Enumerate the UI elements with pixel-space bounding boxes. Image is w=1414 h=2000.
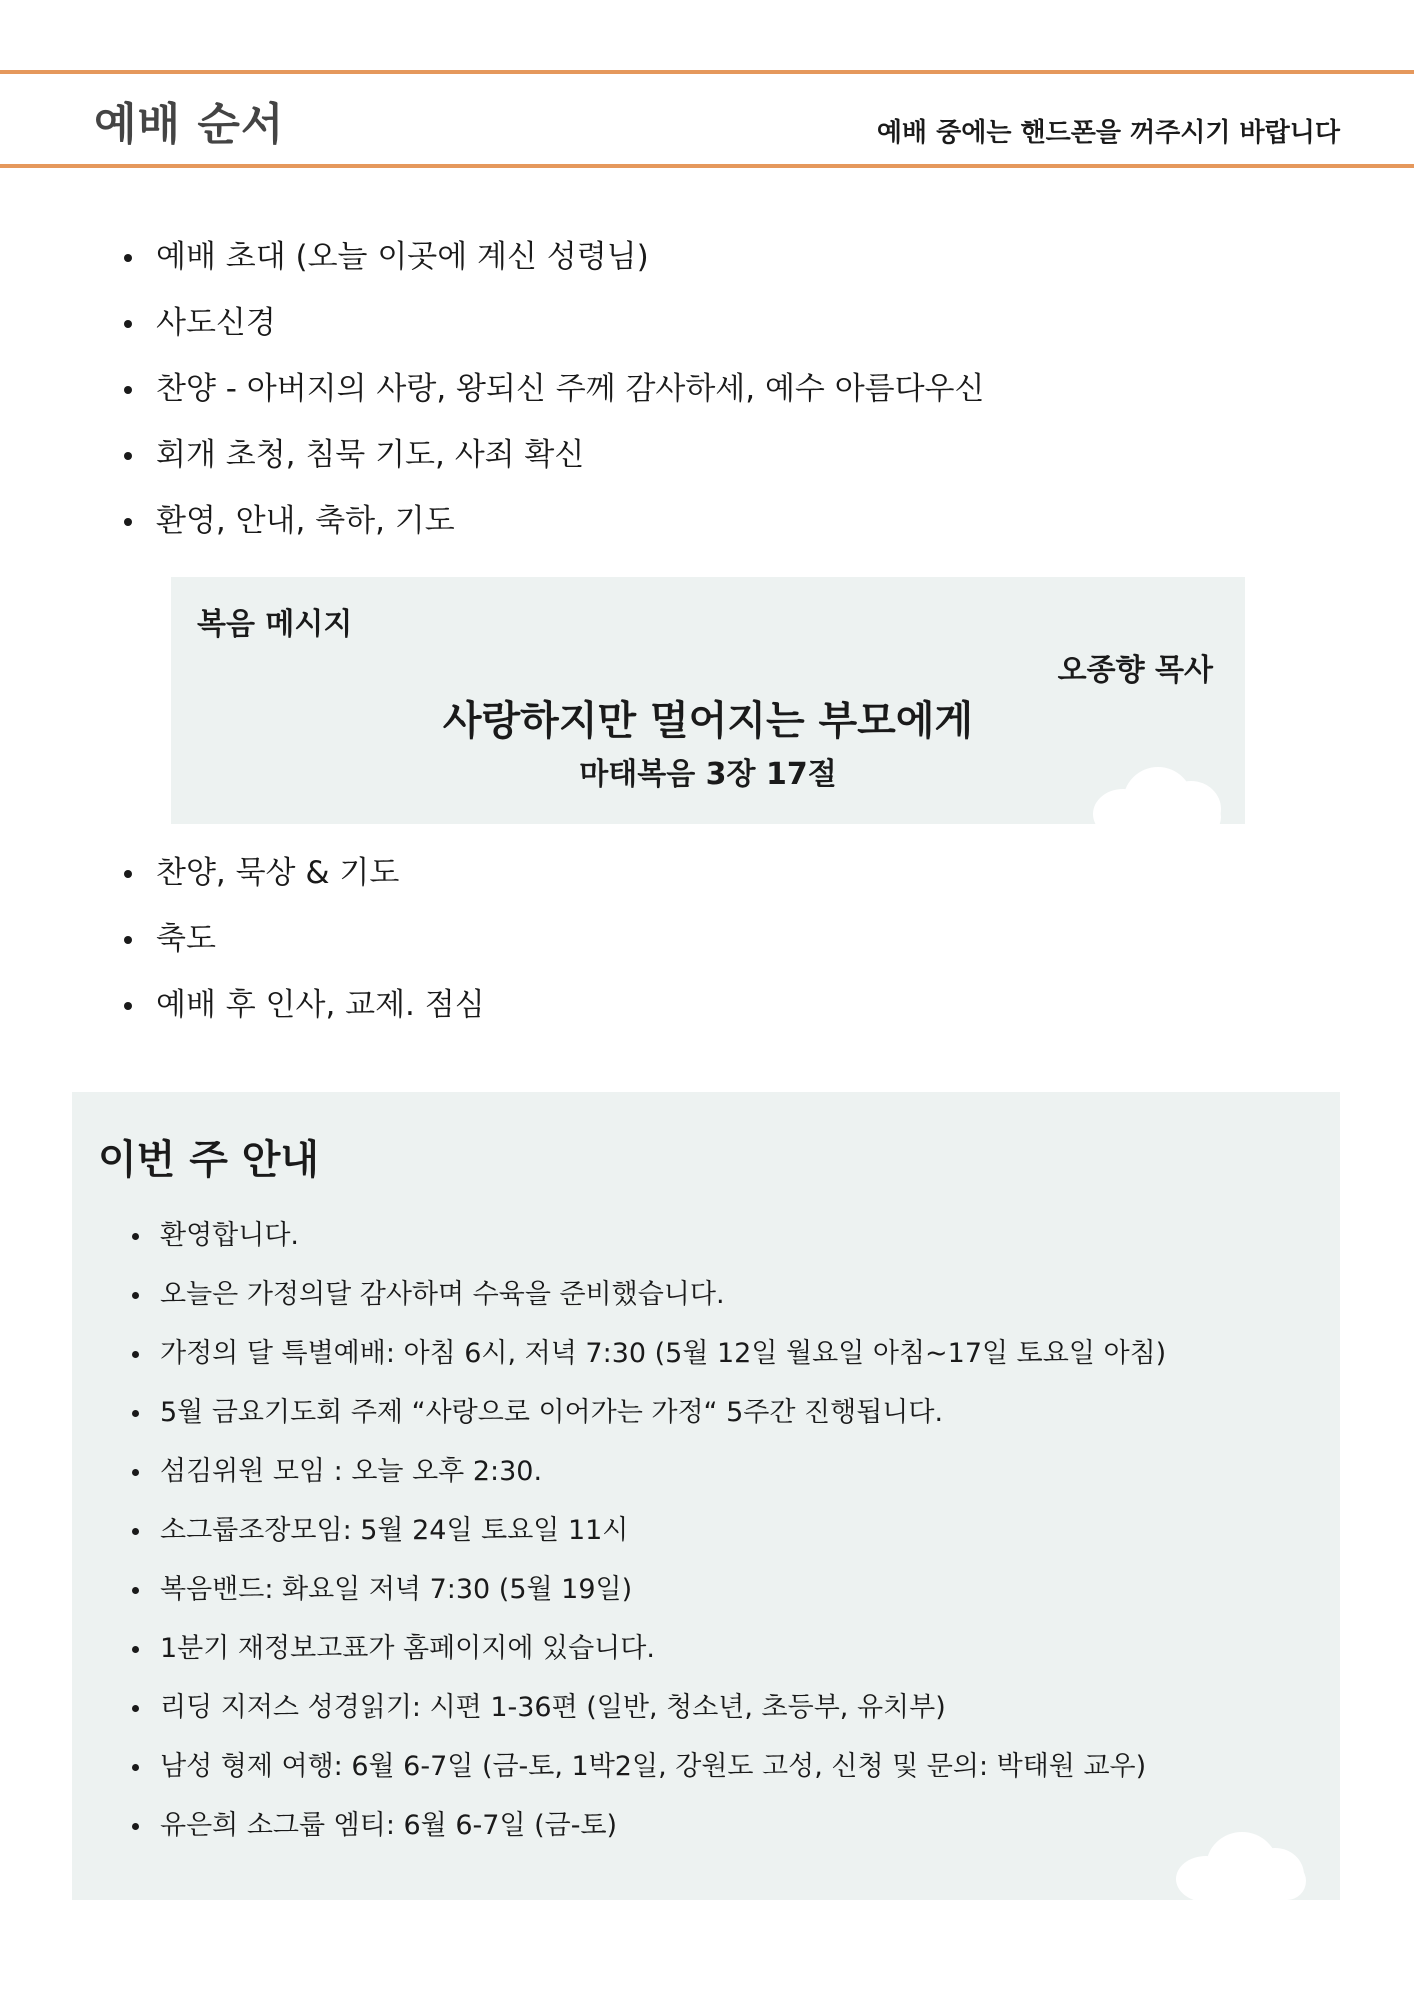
list-item: 사도신경 (120, 290, 984, 356)
list-item: 찬양, 묵상 & 기도 (120, 840, 485, 906)
sermon-label: 복음 메시지 (197, 607, 353, 642)
list-item: 회개 초청, 침묵 기도, 사죄 확신 (120, 422, 984, 488)
notice-item: 환영합니다. (128, 1206, 1166, 1265)
sermon-title: 사랑하지만 멀어지는 부모에게 (442, 698, 974, 744)
cloud-icon (1176, 1828, 1316, 1900)
notice-item: 섬김위원 모임 : 오늘 오후 2:30. (128, 1442, 1166, 1501)
notice-item: 5월 금요기도회 주제 “사랑으로 이어가는 가정“ 5주간 진행됩니다. (128, 1383, 1166, 1442)
list-item: 축도 (120, 906, 485, 972)
list-item: 환영, 안내, 축하, 기도 (120, 488, 984, 554)
page-header (0, 70, 1414, 168)
cloud-icon (1093, 759, 1233, 824)
phone-off-notice: 예배 중에는 핸드폰을 꺼주시기 바랍니다 (876, 118, 1340, 148)
list-item: 예배 초대 (오늘 이곳에 계신 성령님) (120, 224, 984, 290)
sermon-pastor: 오종향 목사 (1057, 653, 1213, 688)
notice-item: 소그룹조장모임: 5월 24일 토요일 11시 (128, 1501, 1166, 1560)
notice-item: 가정의 달 특별예배: 아침 6시, 저녁 7:30 (5월 12일 월요일 아침~17일 토요일 아침) (128, 1324, 1166, 1383)
notice-item: 리딩 지저스 성경읽기: 시편 1-36편 (일반, 청소년, 초등부, 유치부) (128, 1678, 1166, 1737)
sermon-verse: 마태복음 3장 17절 (579, 757, 837, 792)
notice-item: 남성 형제 여행: 6월 6-7일 (금-토, 1박2일, 강원도 고성, 신청 및 문의: 박태원 교우) (128, 1737, 1166, 1796)
weekly-notice-box (72, 1092, 1340, 1900)
notice-item: 오늘은 가정의달 감사하며 수육을 준비했습니다. (128, 1265, 1166, 1324)
notice-item: 복음밴드: 화요일 저녁 7:30 (5월 19일) (128, 1560, 1166, 1619)
notice-item: 1분기 재정보고표가 홈페이지에 있습니다. (128, 1619, 1166, 1678)
notice-item: 유은희 소그룹 엠티: 6월 6-7일 (금-토) (128, 1796, 1166, 1855)
list-item: 예배 후 인사, 교제. 점심 (120, 972, 485, 1038)
notice-title: 이번 주 안내 (98, 1137, 320, 1183)
worship-order-list-bottom (120, 840, 485, 1038)
sermon-box (171, 577, 1245, 824)
worship-order-list-top (120, 224, 984, 554)
list-item: 찬양 - 아버지의 사랑, 왕되신 주께 감사하세, 예수 아름다우신 (120, 356, 984, 422)
notice-list (128, 1206, 1166, 1855)
page-title: 예배 순서 (94, 99, 285, 150)
